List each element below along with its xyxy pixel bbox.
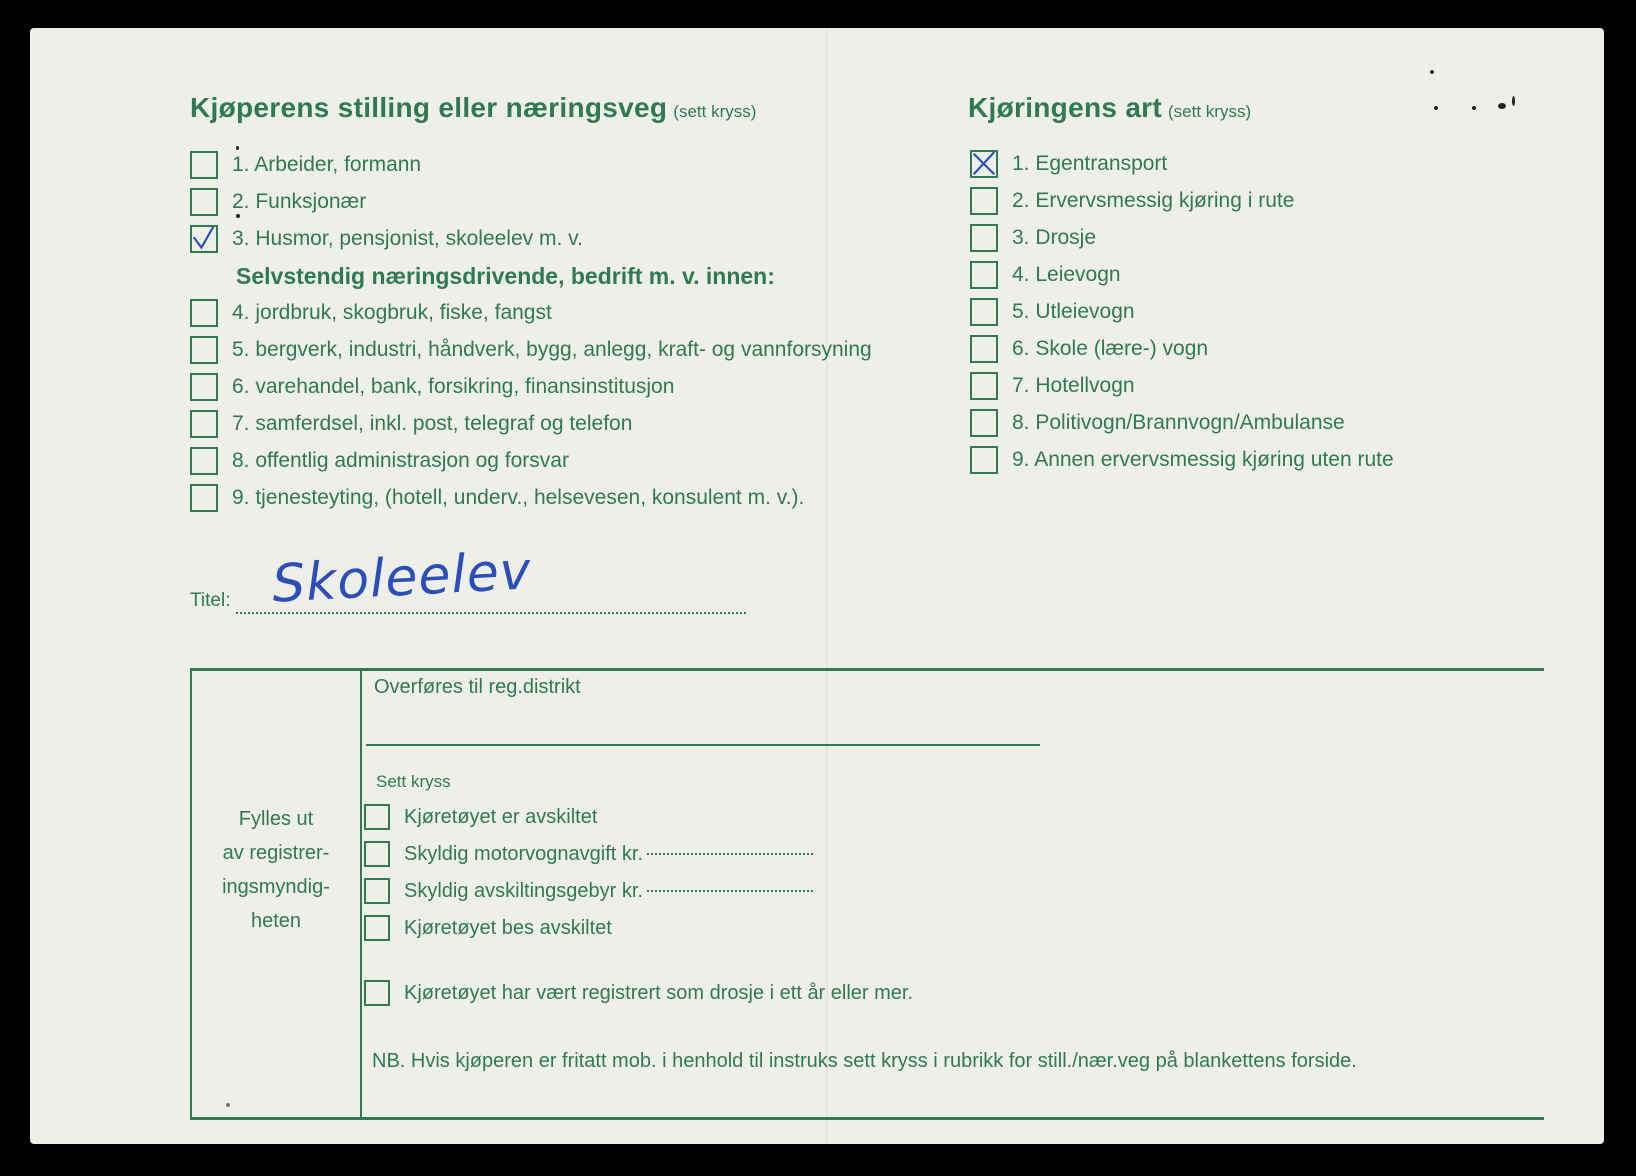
checkbox[interactable]	[364, 915, 390, 941]
transfer-district-input-line[interactable]	[366, 744, 1040, 746]
checkbox[interactable]	[190, 336, 218, 364]
side-label-line: Fylles ut	[238, 808, 314, 830]
driving-option-5[interactable]	[970, 296, 1135, 328]
checkbox-checked[interactable]	[970, 150, 998, 178]
driving-option-9[interactable]	[970, 444, 1394, 476]
box-divider	[360, 670, 362, 1118]
drosje-check-label: Kjøretøyet har vært registrert som drosje i ett år eller mer.	[404, 981, 914, 1004]
amount-input-line[interactable]	[647, 853, 813, 855]
paper-speck	[236, 146, 239, 150]
titel-handwritten-value: Skoleelev	[270, 541, 533, 615]
occupation-option-8[interactable]	[190, 445, 569, 477]
driving-option-1[interactable]	[970, 148, 1167, 180]
checkbox-checked[interactable]	[190, 225, 218, 253]
driving-type-hint: (sett kryss)	[1168, 102, 1252, 121]
option-label: 4. jordbruk, skogbruk, fiske, fangst	[232, 301, 552, 324]
option-label: 1. Arbeider, formann	[232, 153, 422, 176]
side-label-line: ingsmyndig-	[222, 876, 330, 898]
checkbox[interactable]	[190, 188, 218, 216]
occupation-option-3[interactable]	[190, 223, 583, 255]
checkbox[interactable]	[190, 484, 218, 512]
checkbox[interactable]	[190, 299, 218, 327]
driving-option-6[interactable]	[970, 333, 1208, 365]
option-label: 6. varehandel, bank, forsikring, finansinstitusjon	[232, 375, 675, 398]
checkbox[interactable]	[970, 187, 998, 215]
exemption-note: NB. Hvis kjøperen er fritatt mob. i henhold til instruks sett kryss i rubrikk for still./nær.veg på blankettens forside.	[372, 1050, 1357, 1072]
check-label: Skyldig avskiltingsgebyr kr.	[404, 879, 643, 902]
titel-label: Titel:	[190, 590, 231, 611]
check-hint: Sett kryss	[376, 772, 451, 791]
authority-check-4[interactable]	[364, 912, 612, 944]
option-label: 9. Annen ervervsmessig kjøring uten rute	[1012, 448, 1394, 471]
occupation-option-5[interactable]	[190, 334, 872, 366]
checkbox[interactable]	[970, 372, 998, 400]
option-label: 7. Hotellvogn	[1012, 374, 1135, 397]
paper-speck	[226, 1103, 230, 1107]
checkbox[interactable]	[190, 151, 218, 179]
checkbox[interactable]	[970, 335, 998, 363]
occupation-option-6[interactable]	[190, 371, 674, 403]
drosje-check[interactable]	[364, 977, 913, 1009]
option-label: 8. offentlig administrasjon og forsvar	[232, 449, 569, 472]
occupation-option-7[interactable]	[190, 408, 632, 440]
checkbox[interactable]	[970, 261, 998, 289]
driving-option-4[interactable]	[970, 259, 1121, 291]
authority-check-1[interactable]	[364, 801, 597, 833]
buyer-occupation-title-text: Kjøperens stilling eller næringsveg	[190, 92, 668, 123]
check-label: Kjøretøyet er avskiltet	[404, 805, 598, 828]
option-label: 2. Funksjonær	[232, 190, 367, 213]
checkbox[interactable]	[970, 409, 998, 437]
occupation-option-4[interactable]	[190, 297, 552, 329]
option-label: 8. Politivogn/Brannvogn/Ambulanse	[1012, 411, 1345, 434]
paper-speck	[1472, 106, 1476, 110]
checkbox[interactable]	[970, 224, 998, 252]
paper-speck	[236, 214, 240, 218]
driving-type-title	[968, 92, 1251, 124]
checkbox[interactable]	[364, 804, 390, 830]
authority-check-3[interactable]	[364, 875, 813, 907]
transfer-district-label: Overføres til reg.distrikt	[374, 676, 581, 698]
option-label: 6. Skole (lære-) vogn	[1012, 337, 1209, 360]
option-label: 5. Utleievogn	[1012, 300, 1135, 323]
option-label: 2. Ervervsmessig kjøring i rute	[1012, 189, 1295, 212]
paper-speck	[1498, 103, 1506, 109]
authority-check-2[interactable]	[364, 838, 813, 870]
checkbox[interactable]	[364, 980, 390, 1006]
self-employed-subheading: Selvstendig næringsdrivende, bedrift m. v. innen:	[236, 263, 775, 289]
paper-speck	[1434, 106, 1438, 110]
checkbox[interactable]	[364, 878, 390, 904]
authority-side-label	[192, 802, 360, 938]
buyer-occupation-title	[190, 92, 756, 124]
checkbox[interactable]	[190, 410, 218, 438]
side-label-line: heten	[250, 910, 302, 932]
box-border-bottom	[190, 1117, 1544, 1120]
checkbox[interactable]	[364, 841, 390, 867]
option-label: 3. Husmor, pensjonist, skoleelev m. v.	[232, 227, 583, 250]
check-label: Kjøretøyet bes avskiltet	[404, 916, 612, 939]
check-label: Skyldig motorvognavgift kr.	[404, 842, 643, 865]
occupation-option-9[interactable]	[190, 482, 804, 514]
paper-speck	[1512, 96, 1515, 106]
option-label: 5. bergverk, industri, håndverk, bygg, anlegg, kraft- og vannforsyning	[232, 338, 872, 361]
driving-option-2[interactable]	[970, 185, 1294, 217]
occupation-option-2[interactable]	[190, 186, 366, 218]
option-label: 4. Leievogn	[1012, 263, 1121, 286]
handwritten-cross-icon	[972, 152, 996, 176]
occupation-option-1[interactable]	[190, 149, 421, 181]
driving-option-3[interactable]	[970, 222, 1096, 254]
paper-speck	[1430, 70, 1434, 74]
checkbox[interactable]	[970, 298, 998, 326]
driving-option-8[interactable]	[970, 407, 1345, 439]
checkbox[interactable]	[970, 446, 998, 474]
buyer-occupation-hint: (sett kryss)	[673, 102, 757, 121]
driving-type-title-text: Kjøringens art	[968, 92, 1163, 123]
driving-option-7[interactable]	[970, 370, 1135, 402]
box-border-top	[190, 668, 1544, 671]
side-label-line: av registrer-	[222, 842, 330, 864]
option-label: 3. Drosje	[1012, 226, 1097, 249]
option-label: 9. tjenesteyting, (hotell, underv., helsevesen, konsulent m. v.).	[232, 486, 805, 509]
handwritten-check-icon	[192, 227, 216, 251]
amount-input-line[interactable]	[647, 890, 813, 892]
option-label: 7. samferdsel, inkl. post, telegraf og telefon	[232, 412, 633, 435]
option-label: 1. Egentransport	[1012, 152, 1168, 175]
checkbox[interactable]	[190, 447, 218, 475]
checkbox[interactable]	[190, 373, 218, 401]
